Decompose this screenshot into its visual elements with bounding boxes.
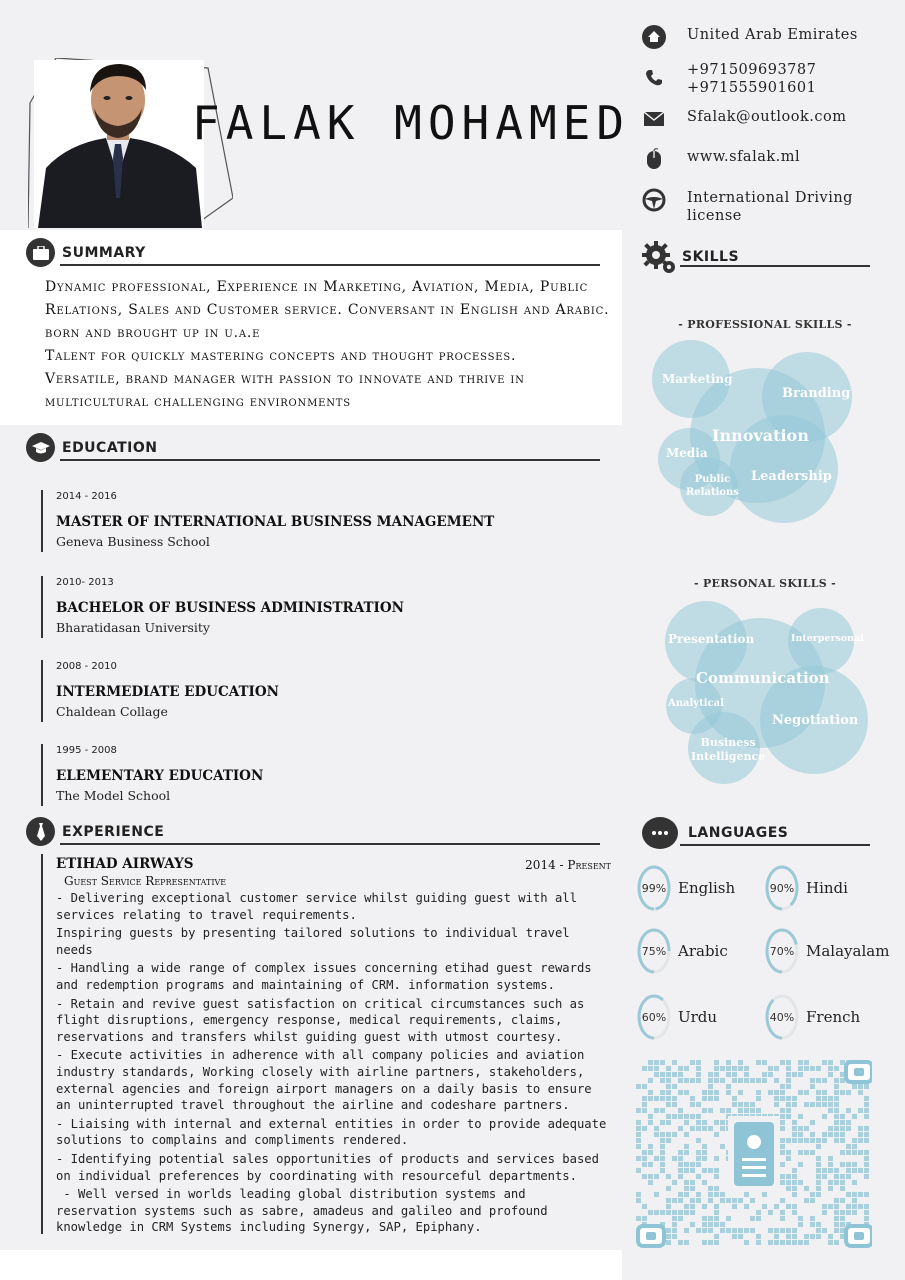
summary-paragraph: Talent for quickly mastering concepts and thought processes.	[45, 348, 517, 364]
education-entry	[41, 744, 263, 806]
languages-divider	[680, 844, 870, 846]
language-percent: 40%	[769, 1010, 795, 1024]
language-name: Malayalam	[806, 942, 890, 960]
language-name: French	[806, 1008, 861, 1026]
tie-icon	[26, 817, 55, 846]
skill-label: Media	[666, 446, 708, 460]
skill-label: Negotiation	[772, 713, 859, 728]
skill-label: Analytical	[668, 698, 724, 709]
language-name: Arabic	[678, 942, 728, 960]
progress-ring	[764, 864, 800, 912]
gear-icon	[640, 238, 678, 276]
summary-header	[26, 238, 146, 267]
qr-code[interactable]	[636, 1060, 872, 1250]
education-divider	[60, 459, 600, 461]
mail-icon	[640, 108, 668, 130]
summary-title: SUMMARY	[62, 244, 146, 261]
education-degree: MASTER OF INTERNATIONAL BUSINESS MANAGEMENT	[56, 514, 495, 530]
contact-phone	[640, 61, 900, 97]
progress-ring	[636, 864, 672, 912]
candidate-name: FALAK MOHAMED	[192, 96, 631, 150]
experience-header	[26, 817, 164, 846]
language-name: English	[678, 879, 736, 897]
language-percent: 90%	[769, 881, 795, 895]
education-entry	[41, 576, 404, 638]
steering-wheel-icon	[640, 189, 668, 211]
education-years: 1995 - 2008	[56, 745, 117, 756]
language-percent: 75%	[641, 944, 667, 958]
skill-label: Presentation	[668, 632, 755, 646]
duty-line: - Identifying potential sales opportunities of products and services based on individual preferences by coordinating with resourceful departments.	[56, 1151, 607, 1183]
license-text: International Driving license	[687, 190, 853, 224]
duty-line: - Delivering exceptional customer service whilst guiding guest with all services relating to travel requirements.	[56, 891, 585, 922]
languages-title: LANGUAGES	[688, 825, 789, 841]
phone-text[interactable]: +971509693787 +971555901601	[687, 62, 817, 96]
progress-ring	[764, 927, 800, 975]
mouse-icon	[640, 148, 668, 170]
education-school: Chaldean Collage	[56, 704, 168, 719]
language-item	[764, 927, 889, 975]
summary-text	[45, 276, 630, 414]
education-years: 2008 - 2010	[56, 661, 117, 672]
graduation-cap-icon	[26, 433, 55, 462]
education-school: The Model School	[56, 788, 171, 803]
professional-skills-bubbles	[650, 340, 860, 525]
home-icon	[640, 26, 668, 48]
location-text: United Arab Emirates	[687, 27, 858, 43]
duty-line: - Handling a wide range of complex issues concerning etihad guest rewards and redemption programs and maintaining of CRM. information systems.	[56, 961, 599, 992]
experience-duties	[56, 890, 614, 1236]
skill-label: Public Relations	[686, 474, 739, 498]
language-item	[764, 993, 860, 1041]
duty-line: - Well versed in worlds leading global distribution systems and reservation systems such as sabre, amadeus and galileo and profound knowledge in CRM Systems including Synergy, SAP, Epiphany.	[56, 1187, 555, 1235]
skills-header	[640, 238, 739, 276]
skill-label: Innovation	[712, 426, 809, 445]
skill-label: Leadership	[751, 469, 832, 484]
education-header	[26, 433, 157, 462]
skills-title: SKILLS	[682, 249, 740, 265]
duty-line: - Retain and revive guest satisfaction on critical circumstances such as flight disruptions, emergency response, medical requirements, claims, reservations and transfers whilst guiding guest with utmost courtesy.	[56, 996, 592, 1044]
language-item	[636, 993, 717, 1041]
contact-website	[640, 148, 900, 170]
summary-divider	[60, 264, 600, 266]
education-school: Geneva Business School	[56, 534, 210, 549]
skill-label: Marketing	[662, 372, 733, 386]
contact-location	[640, 26, 900, 48]
experience-divider	[60, 843, 600, 845]
experience-role: Guest Service Representative	[64, 874, 227, 888]
briefcase-icon	[26, 238, 55, 267]
language-percent: 60%	[641, 1010, 667, 1024]
skill-label: Business Intelligence	[691, 736, 766, 763]
experience-title: EXPERIENCE	[62, 823, 165, 840]
skill-label: Interpersonal	[791, 633, 864, 644]
speech-bubble-icon	[642, 817, 678, 849]
education-title: EDUCATION	[62, 439, 158, 456]
personal-skills-bubbles	[660, 598, 872, 783]
professional-skills-title: - PROFESSIONAL SKILLS -	[678, 318, 852, 331]
language-item	[636, 864, 735, 912]
experience-dates: 2014 - Present	[525, 858, 611, 872]
skills-divider	[680, 265, 870, 267]
education-years: 2014 - 2016	[56, 491, 117, 502]
progress-ring	[636, 927, 672, 975]
language-item	[636, 927, 728, 975]
duty-line: - Execute activities in adherence with all company policies and aviation industry standards, Working closely with airline partners, stakeholders, external agencies and foreign airport managers on a daily basis to ensure an uninterrupted travel throughout the airline and codeshare partners.	[56, 1048, 599, 1113]
education-years: 2010- 2013	[56, 577, 114, 588]
email-link[interactable]: Sfalak@outlook.com	[687, 109, 847, 125]
summary-paragraph: Versatile, brand manager with passion to innovate and thrive in multicultural challenging environments	[45, 371, 525, 410]
duty-line: - Liaising with internal and external entities in order to provide adequate solutions to complains and compliments rendered.	[56, 1116, 614, 1148]
education-degree: BACHELOR OF BUSINESS ADMINISTRATION	[56, 600, 404, 616]
education-degree: ELEMENTARY EDUCATION	[56, 768, 264, 784]
duty-line: Inspiring guests by presenting tailored solutions to individual travel needs	[56, 926, 577, 957]
language-name: Hindi	[806, 879, 848, 897]
education-entry	[41, 490, 494, 552]
website-link[interactable]: www.sfalak.ml	[687, 149, 801, 165]
summary-paragraph: Dynamic professional, Experience in Marketing, Aviation, Media, Public Relations, Sales and Customer service. Conversant in English and Arabic. born and brought up in u.a.e	[45, 279, 610, 341]
language-name: Urdu	[678, 1008, 718, 1026]
skill-label: Communication	[696, 669, 830, 687]
education-entry	[41, 660, 279, 722]
progress-ring	[636, 993, 672, 1041]
contact-email	[640, 108, 900, 130]
language-percent: 70%	[769, 944, 795, 958]
experience-entry	[41, 854, 614, 1235]
education-school: Bharatidasan University	[56, 620, 210, 635]
phone-icon	[640, 67, 668, 89]
experience-company: ETIHAD AIRWAYS	[56, 856, 194, 872]
skill-label: Branding	[782, 386, 851, 401]
progress-ring	[764, 993, 800, 1041]
education-degree: INTERMEDIATE EDUCATION	[56, 684, 279, 700]
personal-skills-title: - PERSONAL SKILLS -	[693, 577, 837, 590]
language-percent: 99%	[641, 881, 667, 895]
contact-license	[640, 189, 900, 225]
language-item	[764, 864, 848, 912]
